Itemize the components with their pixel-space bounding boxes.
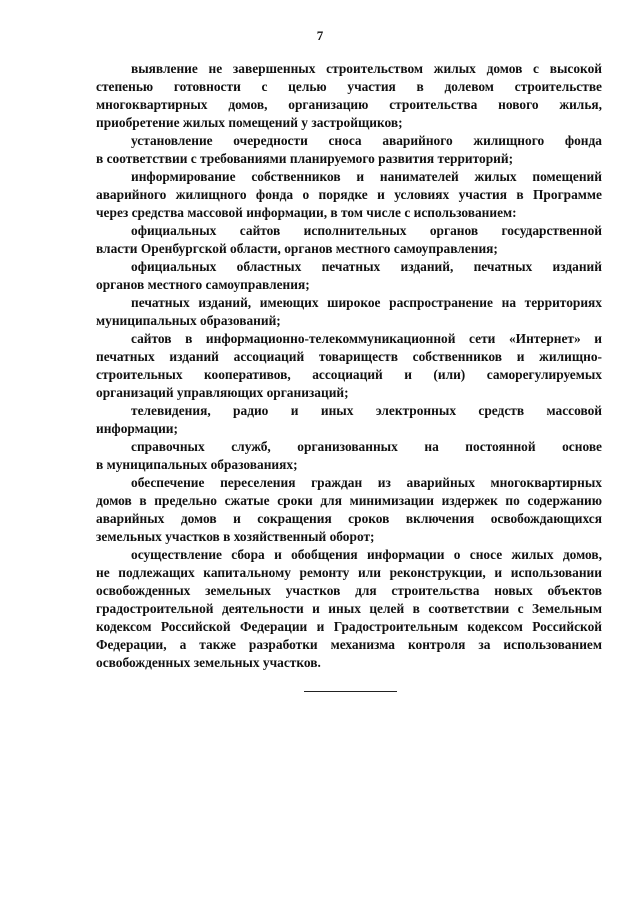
text-line: официальных сайтов исполнительных органов государственной	[131, 223, 602, 238]
paragraph	[96, 60, 602, 132]
text-line: освобожденных земельных участков для строительства новых объектов	[96, 583, 602, 598]
text-line: домов в предельно сжатые сроки для минимизации издержек по содержанию	[96, 493, 602, 508]
paragraph	[96, 438, 602, 474]
text-line: печатных изданий, имеющих широкое распространение на территориях	[131, 295, 602, 310]
paragraph	[96, 294, 602, 330]
text-line: официальных областных печатных изданий, печатных изданий	[131, 259, 602, 274]
page-number: 7	[316, 28, 324, 43]
text-line: осуществление сбора и обобщения информации о сносе жилых домов,	[131, 547, 602, 562]
text-line: телевидения, радио и иных электронных средств массовой	[131, 403, 602, 418]
paragraph-list	[96, 60, 602, 672]
text-line: аварийного жилищного фонда о порядке и условиях участия в Программе	[96, 187, 602, 202]
text-line: печатных изданий ассоциаций товариществ собственников и жилищно-	[96, 349, 602, 364]
text-line: строительных кооперативов, ассоциаций и (или) саморегулируемых	[96, 367, 602, 382]
text-line: через средства массовой информации, в том числе с использованием:	[96, 205, 517, 220]
paragraph	[96, 168, 602, 222]
paragraph	[96, 222, 602, 258]
text-line: сайтов в информационно-телекоммуникационной сети «Интернет» и	[131, 331, 602, 346]
paragraph	[96, 132, 602, 168]
text-line: освобожденных земельных участков.	[96, 655, 321, 670]
text-line: в муниципальных образованиях;	[96, 457, 298, 472]
end-separator-line	[304, 691, 397, 692]
text-line: в соответствии с требованиями планируемого развития территорий;	[96, 151, 514, 166]
document-body	[96, 60, 602, 672]
text-line: органов местного самоуправления;	[96, 277, 310, 292]
text-line: приобретение жилых помещений у застройщиков;	[96, 115, 403, 130]
text-line: не подлежащих капитальному ремонту или реконструкции, и использовании	[96, 565, 602, 580]
text-line: Федерации, а также разработки механизма контроля за использованием	[96, 637, 602, 652]
text-line: власти Оренбургской области, органов местного самоуправления;	[96, 241, 498, 256]
text-line: многоквартирных домов, организацию строительства нового жилья,	[96, 97, 602, 112]
text-line: муниципальных образований;	[96, 313, 281, 328]
text-line: кодексом Российской Федерации и Градостроительным кодексом Российской	[96, 619, 602, 634]
text-line: выявление не завершенных строительством жилых домов с высокой	[131, 61, 602, 76]
text-line: степенью готовности с целью участия в долевом строительстве	[96, 79, 602, 94]
paragraph	[96, 330, 602, 402]
paragraph	[96, 402, 602, 438]
text-line: организаций управляющих организаций;	[96, 385, 349, 400]
text-line: справочных служб, организованных на постоянной основе	[131, 439, 602, 454]
text-line: информации;	[96, 421, 178, 436]
paragraph	[96, 258, 602, 294]
text-line: аварийных домов и сокращения сроков включения освобождающихся	[96, 511, 602, 526]
text-line: информирование собственников и нанимателей жилых помещений	[131, 169, 602, 184]
paragraph	[96, 546, 602, 672]
text-line: земельных участков в хозяйственный оборот;	[96, 529, 375, 544]
text-line: градостроительной деятельности и иных целей в соответствии с Земельным	[96, 601, 602, 616]
text-line: обеспечение переселения граждан из аварийных многоквартирных	[131, 475, 602, 490]
text-line: установление очередности сноса аварийного жилищного фонда	[131, 133, 602, 148]
paragraph	[96, 474, 602, 546]
